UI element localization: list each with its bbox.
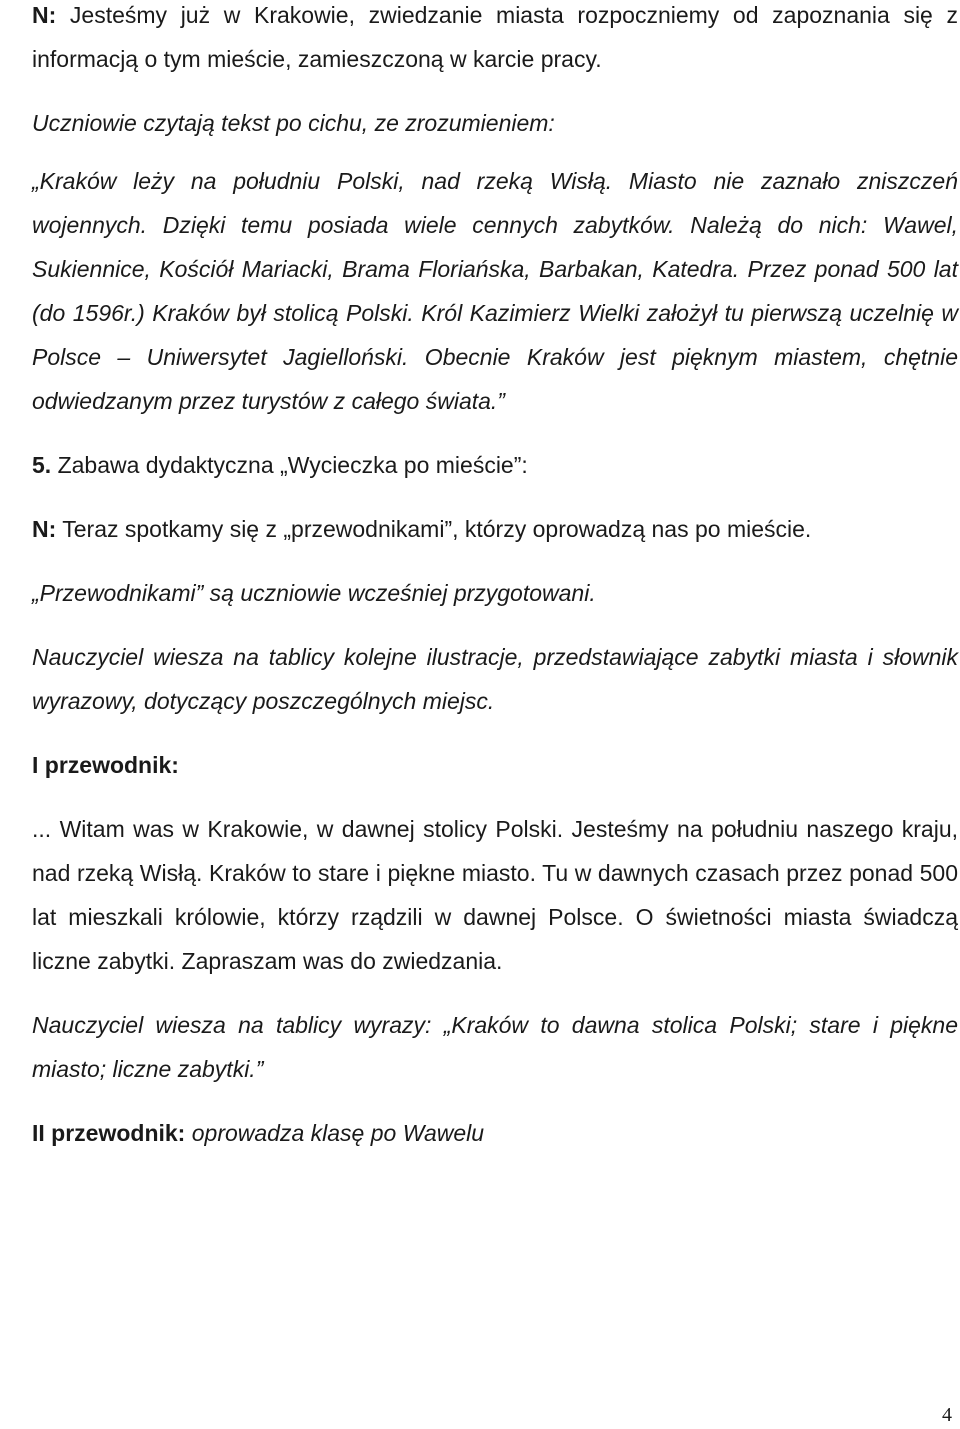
instruction-paragraph: Uczniowie czytają tekst po cichu, ze zrozumieniem: bbox=[32, 110, 555, 136]
second-guide-paragraph bbox=[32, 1111, 958, 1155]
section-number: 5. bbox=[32, 452, 52, 478]
second-guide-label: II przewodnik: bbox=[32, 1120, 186, 1146]
teacher-words-paragraph: Nauczyciel wiesza na tablicy wyrazy: „Kraków to dawna stolica Polski; stare i piękne miasto; liczne zabytki.” bbox=[32, 1012, 958, 1082]
speaker-label: N: bbox=[32, 2, 57, 28]
teacher-action-paragraph: Nauczyciel wiesza na tablicy kolejne ilustracje, przedstawiające zabytki miasta i słownik wyrazowy, dotyczący poszczególnych miejsc. bbox=[32, 644, 958, 714]
section-heading bbox=[32, 443, 958, 487]
teacher-line-text: Teraz spotkamy się z „przewodnikami”, którzy oprowadzą nas po mieście. bbox=[56, 516, 812, 542]
first-guide-speech: ... Witam was w Krakowie, w dawnej stolicy Polski. Jesteśmy na południu naszego kraju, nad rzeką Wisłą. Kraków to stare i piękne miasto. Tu w dawnych czasach przez ponad 500 lat mieszkali królowie, którzy rządzili w dawnej Polsce. O świetności miasta świadczą liczne zabytki. Zapraszam was do zwiedzania. bbox=[32, 816, 958, 974]
second-guide-text: oprowadza klasę po Wawelu bbox=[185, 1120, 485, 1146]
quoted-text-paragraph: „Kraków leży na południu Polski, nad rzeką Wisłą. Miasto nie zaznało zniszczeń wojennych. Dzięki temu posiada wiele cennych zabytków. Należą do nich: Wawel, Sukiennice, Kościół Mariacki, Brama Floriańska, Barbakan, Katedra. Przez ponad 500 lat (do 1596r.) Kraków był stolicą Polski. Król Kazimierz Wielki założył tu pierwszą uczelnię w Polsce – Uniwersytet Jagielloński. Obecnie Kraków jest pięknym miastem, chętnie odwiedzanym przez turystów z całego świata.” bbox=[32, 168, 958, 414]
speaker-label: N: bbox=[32, 516, 57, 542]
first-guide-heading: I przewodnik: bbox=[32, 752, 179, 778]
section-title: Zabawa dydaktyczna „Wycieczka po mieście”: bbox=[51, 452, 528, 478]
guides-note-paragraph: „Przewodnikami” są uczniowie wcześniej przygotowani. bbox=[32, 580, 596, 606]
intro-text: Jesteśmy już w Krakowie, zwiedzanie miasta rozpoczniemy od zapoznania się z informacją o tym mieście, zamieszczoną w karcie pracy. bbox=[32, 2, 958, 72]
document-page bbox=[32, 0, 958, 1155]
page-number: 4 bbox=[942, 1404, 952, 1426]
intro-paragraph bbox=[32, 0, 958, 81]
teacher-line-paragraph bbox=[32, 507, 958, 551]
